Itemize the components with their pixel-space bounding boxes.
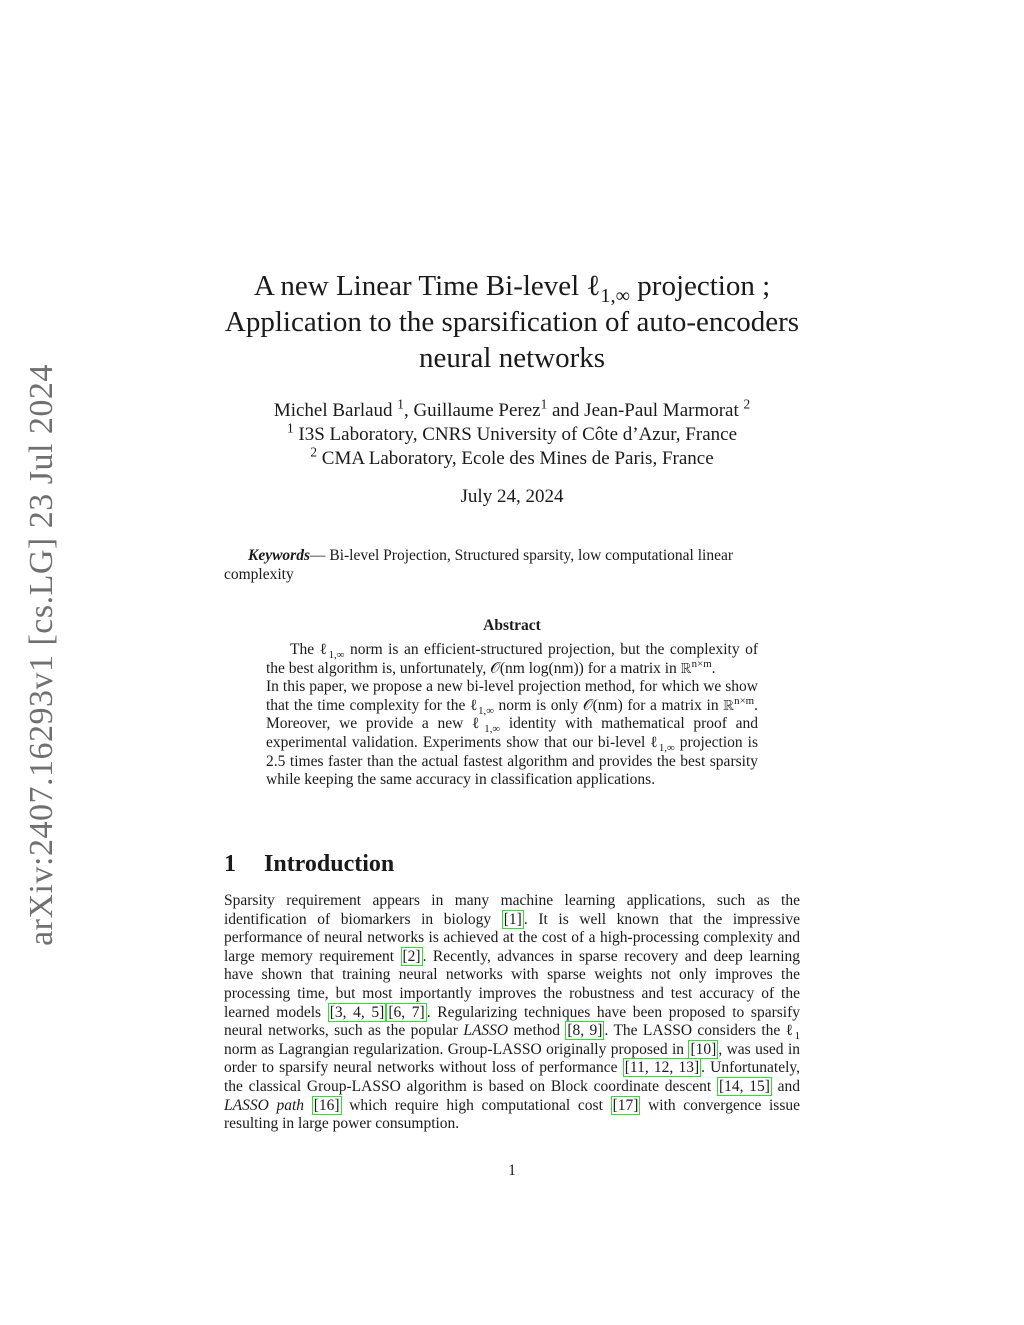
citation-17[interactable]: [17] bbox=[612, 1096, 639, 1114]
citation-6-7[interactable]: [6, 7] bbox=[388, 1003, 425, 1021]
author-perez: , Guillaume Perez bbox=[403, 400, 541, 421]
citation-10[interactable]: [10] bbox=[690, 1040, 717, 1058]
citation-14-15[interactable]: [14, 15] bbox=[718, 1077, 770, 1095]
title-line-1: A new Linear Time Bi-level ℓ$_{1,\infty}$ projection ; bbox=[253, 270, 771, 307]
arxiv-identifier: arXiv:2407.16293v1 [cs.LG] 23 Jul 2024 bbox=[23, 364, 61, 946]
keywords-label: Keywords bbox=[248, 547, 310, 564]
citation-8-9[interactable]: [8, 9] bbox=[567, 1022, 603, 1040]
section-number: 1 bbox=[224, 851, 236, 877]
section-title: Introduction bbox=[264, 851, 395, 877]
author-barlaud: Michel Barlaud bbox=[273, 400, 398, 421]
keywords-text: — Bi-level Projection, Structured sparsity, low computational linear complexity bbox=[224, 547, 733, 583]
abstract-paragraph-2: In this paper, we propose a new bi-level projection method, for which we show that the time complexity for the ℓ$_{1,\infty}$ norm is only 𝒪(nm) for a matrix in ℝ$^{n\times m}$. Moreover, we provide a new ℓ$_{1,\infty}$ identity with mathematical proof and experimental validation. Experiments show that our bi-level ℓ$_{1,\infty}$ projection is 2.5 times faster than the actual fastest algorithm and provides the best sparsity while keeping the same accuracy in classification applications. bbox=[266, 678, 759, 789]
affiliation-2: $^2$ CMA Laboratory, Ecole des Mines de Paris, France bbox=[310, 444, 714, 469]
citation-1[interactable]: [1] bbox=[503, 910, 522, 928]
abstract-heading: Abstract bbox=[483, 617, 541, 634]
citation-2[interactable]: [2] bbox=[402, 947, 421, 965]
citation-11-13[interactable]: [11, 12, 13] bbox=[624, 1059, 700, 1077]
keywords bbox=[224, 546, 800, 584]
abstract-paragraph-1: The ℓ$_{1,\infty}$ norm is an efficient-structured projection, but the complexity of the best algorithm is, unfortunately, 𝒪(nm log(nm)) for a matrix in ℝ$^{n\times m}$. bbox=[266, 641, 758, 677]
affiliation-1: $^1$ I3S Laboratory, CNRS University of Côte d’Azur, France bbox=[286, 420, 738, 445]
citation-3-5[interactable]: [3, 4, 5] bbox=[329, 1003, 385, 1021]
page-number: 1 bbox=[508, 1162, 516, 1179]
section-heading-introduction bbox=[224, 851, 394, 878]
author-marmorat: and Jean-Paul Marmorat bbox=[547, 400, 744, 421]
paper-title bbox=[200, 268, 824, 376]
introduction-paragraph: Sparsity requirement appears in many machine learning applications, such as the identification of biomarkers in biology [1] . It is well known that the impressive performance of neural networks is achieved at the cost of a high-processing complexity and large memory requirement [2] . Recently, advances in sparse recovery and deep learning have shown that training neural networks with sparse weights not only improves the processing time, but most importantly improves the robustness and test accuracy of the learned models [3, 4, 5] [6, 7] . Regularizing techniques have been proposed to sparsify neural networks, such as the popular LASSO method [8, 9] . The LASSO considers the ℓ$_1$ norm as Lagrangian regularization. Group-LASSO originally proposed in [10] , was used in order to sparsify neural networks without loss of performance [11, 12, 13] . Unfortunately, the classical Group-LASSO algorithm is based on Block coordinate descent [14, 15] and LASSO path [16] which require high computational cost [17] with convergence issue resulting in large power consumption. bbox=[224, 892, 801, 1133]
title-line-3: neural networks bbox=[418, 342, 606, 374]
arxiv-sidebar bbox=[4, 364, 80, 946]
abstract-body bbox=[266, 641, 758, 790]
title-line-2: Application to the sparsification of auto-encoders bbox=[224, 306, 800, 338]
publication-date: July 24, 2024 bbox=[460, 486, 564, 507]
citation-16[interactable]: [16] bbox=[313, 1096, 340, 1114]
author-list: Michel Barlaud $^1$, Guillaume Perez$^1$ and Jean-Paul Marmorat $^2$ bbox=[273, 396, 751, 421]
